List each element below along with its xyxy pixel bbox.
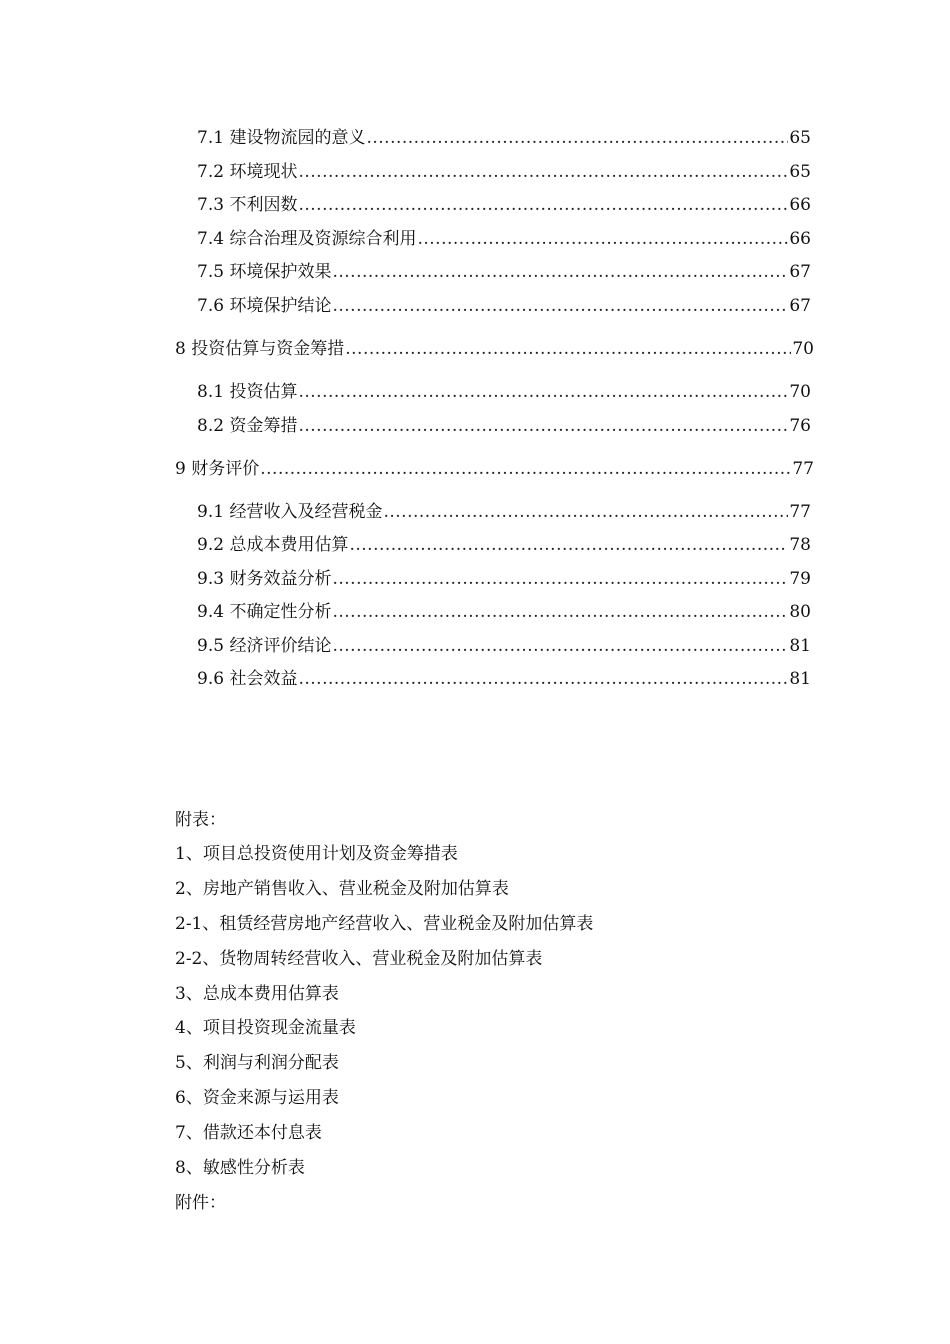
toc-page-number: 67 <box>789 262 811 282</box>
toc-dot-leader <box>417 227 788 251</box>
toc-entry-title: 9.1 经营收入及经营税金 <box>197 502 383 522</box>
toc-page-number: 76 <box>789 416 811 436</box>
toc-entry[interactable] <box>197 260 811 284</box>
toc-entry-title: 8 投资估算与资金筹措 <box>175 339 345 359</box>
appendix-table-item: 2、房地产销售收入、营业税金及附加估算表 <box>175 879 509 899</box>
toc-page-number: 80 <box>789 602 811 622</box>
toc-dot-leader <box>332 634 788 658</box>
toc-page-number: 70 <box>789 382 811 402</box>
appendix-table-item: 6、资金来源与运用表 <box>175 1088 339 1108</box>
toc-entry[interactable] <box>197 600 811 624</box>
toc-chapter-entry[interactable] <box>175 337 814 361</box>
appendix-attachments-heading: 附件： <box>175 1193 226 1213</box>
appendix-table-item: 5、利润与利润分配表 <box>175 1053 339 1073</box>
toc-entry-title: 7.5 环境保护效果 <box>197 262 332 282</box>
toc-entry[interactable] <box>197 667 811 691</box>
toc-dot-leader <box>345 337 791 361</box>
toc-dot-leader <box>298 414 788 438</box>
toc-dot-leader <box>260 457 791 481</box>
toc-entry[interactable] <box>197 227 811 251</box>
toc-page-number: 78 <box>789 535 811 555</box>
toc-dot-leader <box>298 160 788 184</box>
toc-page-number: 66 <box>789 195 811 215</box>
toc-entry-title: 8.2 资金筹措 <box>197 416 298 436</box>
toc-dot-leader <box>332 567 788 591</box>
toc-dot-leader <box>332 600 788 624</box>
toc-entry-title: 9.5 经济评价结论 <box>197 636 332 656</box>
toc-entry-title: 8.1 投资估算 <box>197 382 298 402</box>
toc-entry-title: 9.4 不确定性分析 <box>197 602 332 622</box>
toc-dot-leader <box>332 294 788 318</box>
toc-dot-leader <box>298 667 788 691</box>
appendix-table-item: 3、总成本费用估算表 <box>175 984 339 1004</box>
appendix-tables-heading: 附表： <box>175 810 226 830</box>
toc-entry-title: 7.2 环境现状 <box>197 162 298 182</box>
toc-entry-title: 7.1 建设物流园的意义 <box>197 128 366 148</box>
appendix-table-item: 4、项目投资现金流量表 <box>175 1018 356 1038</box>
toc-entry-title: 9 财务评价 <box>175 459 260 479</box>
appendix-table-item: 2-2、货物周转经营收入、营业税金及附加估算表 <box>175 949 543 969</box>
toc-page-number: 67 <box>789 296 811 316</box>
toc-dot-leader <box>332 260 788 284</box>
toc-page-number: 77 <box>792 459 814 479</box>
toc-page-number: 77 <box>789 502 811 522</box>
toc-page-number: 81 <box>789 669 811 689</box>
toc-entry-title: 7.3 不利因数 <box>197 195 298 215</box>
toc-entry-title: 9.6 社会效益 <box>197 669 298 689</box>
appendix-table-item: 1、项目总投资使用计划及资金筹措表 <box>175 844 458 864</box>
toc-entry[interactable] <box>197 500 811 524</box>
toc-dot-leader <box>366 126 788 150</box>
toc-entry-title: 7.6 环境保护结论 <box>197 296 332 316</box>
toc-entry-title: 9.2 总成本费用估算 <box>197 535 349 555</box>
toc-entry[interactable] <box>197 414 811 438</box>
appendix-table-item: 2-1、租赁经营房地产经营收入、营业税金及附加估算表 <box>175 914 594 934</box>
appendix-table-item: 8、敏感性分析表 <box>175 1158 305 1178</box>
appendix-table-item: 7、借款还本付息表 <box>175 1123 322 1143</box>
toc-page-number: 66 <box>789 229 811 249</box>
toc-entry[interactable] <box>197 634 811 658</box>
toc-entry[interactable] <box>197 294 811 318</box>
toc-entry[interactable] <box>197 380 811 404</box>
toc-dot-leader <box>383 500 788 524</box>
toc-entry[interactable] <box>197 160 811 184</box>
toc-chapter-entry[interactable] <box>175 457 814 481</box>
toc-entry-title: 7.4 综合治理及资源综合利用 <box>197 229 417 249</box>
toc-page-number: 70 <box>792 339 814 359</box>
toc-page-number: 81 <box>789 636 811 656</box>
toc-entry[interactable] <box>197 533 811 557</box>
toc-dot-leader <box>349 533 788 557</box>
toc-page-number: 65 <box>789 162 811 182</box>
toc-dot-leader <box>298 380 788 404</box>
toc-entry[interactable] <box>197 193 811 217</box>
toc-entry-title: 9.3 财务效益分析 <box>197 569 332 589</box>
toc-entry[interactable] <box>197 567 811 591</box>
toc-dot-leader <box>298 193 788 217</box>
toc-page-number: 79 <box>789 569 811 589</box>
toc-page-number: 65 <box>789 128 811 148</box>
toc-entry[interactable] <box>197 126 811 150</box>
